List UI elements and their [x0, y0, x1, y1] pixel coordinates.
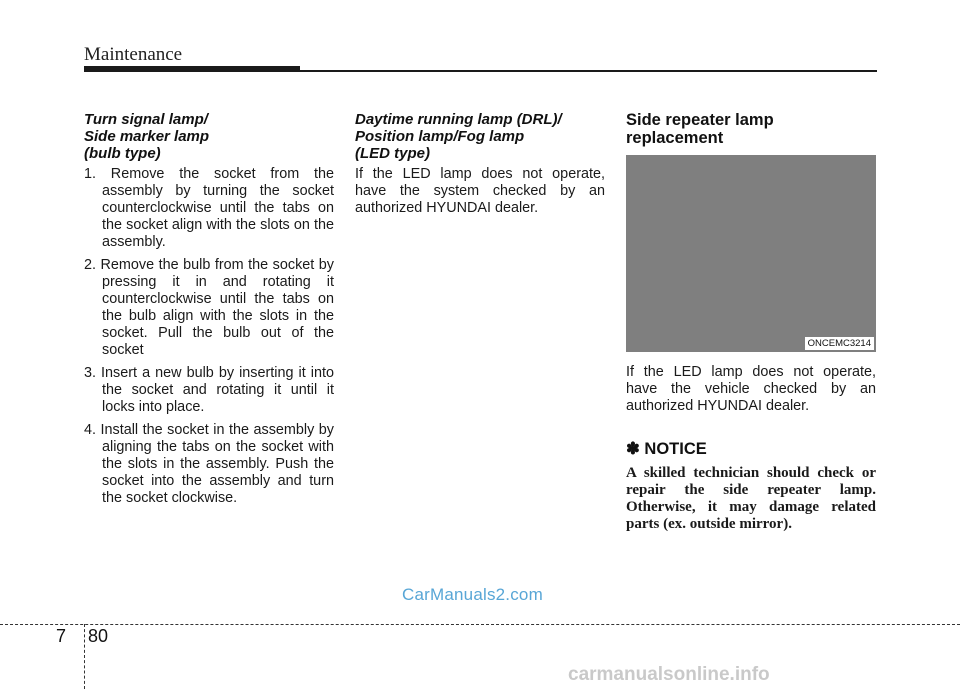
step-item: 1. Remove the socket from the assembly by turning the socket counterclockwise until the tabs on the socket align with the slots on the assembly.	[84, 166, 334, 250]
bottom-watermark: carmanualsonline.info	[568, 664, 770, 685]
turn-signal-steps	[84, 166, 334, 507]
drl-subhead: Daytime running lamp (DRL)/ Position lamp/Fog lamp (LED type)	[355, 111, 562, 162]
page-section-number: 7	[56, 626, 67, 646]
side-repeater-text: If the LED lamp does not operate, have the vehicle checked by an authorized HYUNDAI dealer.	[626, 364, 876, 414]
header-bar-thin	[84, 70, 877, 72]
footer-divider	[0, 624, 960, 625]
header-title: Maintenance	[84, 44, 183, 65]
watermark-link[interactable]: CarManuals2.com	[402, 585, 543, 604]
notice-title: ✽ NOTICE	[626, 440, 707, 458]
step-item: 3. Insert a new bulb by inserting it into the socket and rotating it until it locks into place.	[84, 365, 334, 415]
column-drl	[355, 111, 605, 217]
side-repeater-title: Side repeater lamp replacement	[626, 111, 774, 147]
side-repeater-figure	[626, 155, 876, 352]
footer-vertical-divider	[84, 624, 85, 689]
step-item: 4. Install the socket in the assembly by aligning the tabs on the socket with the slots in the assembly. Push the socket into the assembly and turn the socket clockwise.	[84, 422, 334, 506]
column-turn-signal	[84, 111, 334, 513]
notice-text: A skilled technician should check or repair the side repeater lamp. Otherwise, it may damage related parts (ex. outside mirror).	[626, 465, 876, 532]
column-side-repeater	[626, 111, 876, 533]
step-item: 2. Remove the bulb from the socket by pressing it in and rotating it counterclockwise until the tabs on the bulb align with the slots in the socket. Pull the bulb out of the socket	[84, 257, 334, 358]
turn-signal-subhead: Turn signal lamp/ Side marker lamp (bulb type)	[84, 111, 210, 162]
figure-label: ONCEMC3214	[805, 337, 874, 350]
page-number: 80	[88, 626, 109, 646]
drl-text: If the LED lamp does not operate, have the system checked by an authorized HYUNDAI dealer.	[355, 166, 605, 216]
